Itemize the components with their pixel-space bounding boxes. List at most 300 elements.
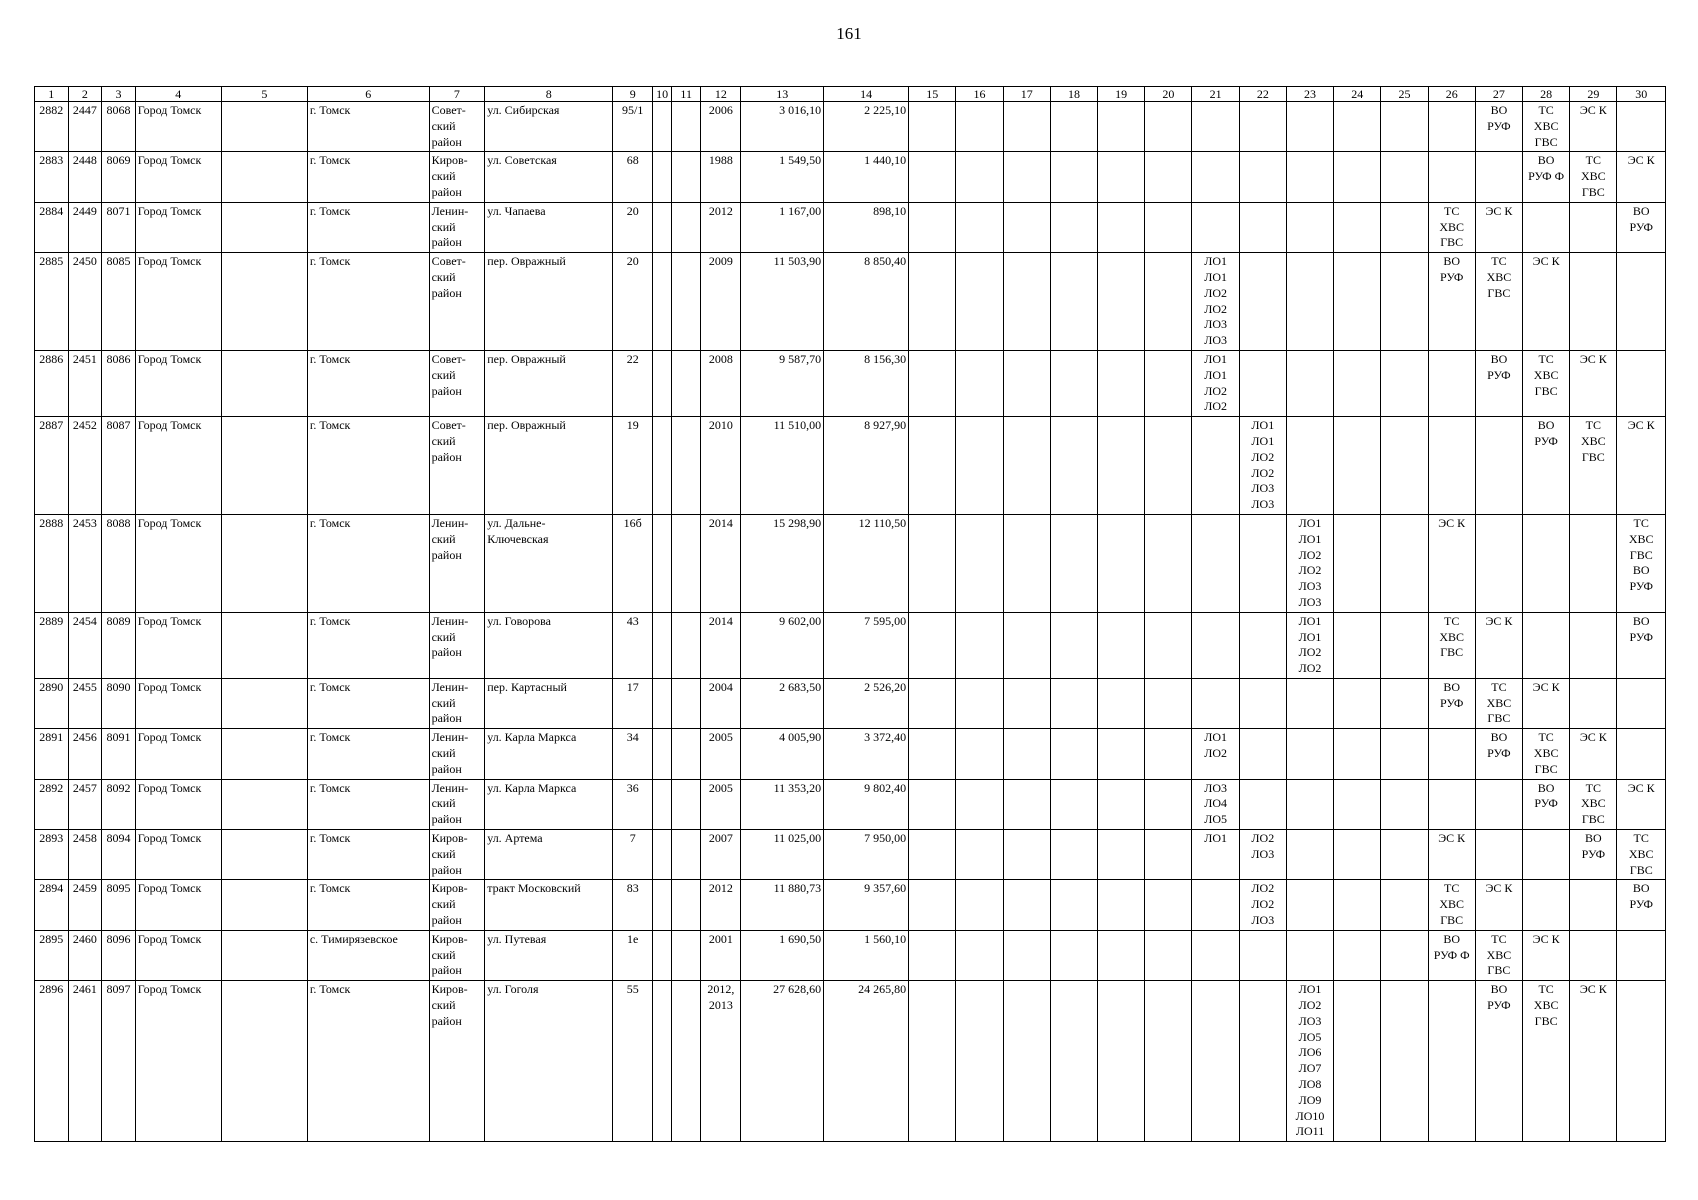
- table-cell: [307, 152, 429, 202]
- cell-text: ХВС: [1439, 219, 1465, 234]
- table-cell: [613, 678, 653, 728]
- table-cell: [1050, 253, 1097, 351]
- table-cell: [741, 678, 824, 728]
- table-cell: [613, 930, 653, 980]
- table-cell: [909, 152, 956, 202]
- column-header: 4: [135, 87, 221, 102]
- column-header: 11: [672, 87, 701, 102]
- table-cell: [1098, 779, 1145, 829]
- table-cell: [135, 830, 221, 880]
- table-cell: [613, 880, 653, 930]
- table-cell: [1003, 417, 1050, 515]
- cell-text: 2888: [39, 515, 64, 530]
- table-cell: [1286, 779, 1333, 829]
- cell-text: 8 156,30: [864, 351, 907, 366]
- table-cell: [824, 930, 909, 980]
- table-cell: [909, 350, 956, 416]
- table-cell: [307, 350, 429, 416]
- column-header: 16: [956, 87, 1003, 102]
- cell-text: ВО: [1537, 153, 1555, 168]
- table-cell: [653, 678, 672, 728]
- cell-text: 8089: [106, 613, 131, 628]
- table-cell: [909, 514, 956, 612]
- table-cell: [653, 880, 672, 930]
- cell-text: г. Томск: [309, 881, 351, 896]
- table-cell: [68, 514, 102, 612]
- cell-text: 7 950,00: [864, 831, 907, 846]
- table-cell: [613, 152, 653, 202]
- table-cell: [1286, 253, 1333, 351]
- table-cell: [613, 612, 653, 678]
- table-cell: [613, 253, 653, 351]
- table-cell: [1286, 678, 1333, 728]
- table-cell: [909, 253, 956, 351]
- cell-text: 1 690,50: [779, 931, 822, 946]
- table-cell: [741, 981, 824, 1142]
- cell-text: ЛО2: [1251, 831, 1275, 846]
- table-cell: [485, 417, 613, 515]
- cell-text: ЭС К: [1579, 103, 1607, 117]
- cell-text: 1 560,10: [864, 931, 907, 946]
- table-cell: [1428, 152, 1475, 202]
- table-cell: [653, 102, 672, 152]
- column-header: 27: [1475, 87, 1522, 102]
- cell-text: ЛО5: [1298, 1029, 1322, 1044]
- table-cell: [741, 779, 824, 829]
- table-cell: [1523, 102, 1570, 152]
- table-cell: [956, 152, 1003, 202]
- table-cell: [1239, 612, 1286, 678]
- cell-text: ВО: [1443, 254, 1461, 269]
- table-cell: [672, 678, 701, 728]
- table-cell: [741, 880, 824, 930]
- column-header: 15: [909, 87, 956, 102]
- table-cell: [1145, 830, 1192, 880]
- cell-text: РУФ Ф: [1528, 169, 1565, 184]
- table-row: [35, 678, 1666, 728]
- cell-text: ГВС: [1534, 1013, 1558, 1028]
- cell-text: ский: [431, 367, 456, 382]
- table-cell: [1098, 253, 1145, 351]
- table-cell: [1334, 417, 1381, 515]
- cell-text: РУФ Ф: [1433, 947, 1470, 962]
- cell-text: 8088: [106, 515, 131, 530]
- cell-text: 2458: [72, 831, 97, 846]
- table-cell: [102, 930, 136, 980]
- table-cell: [307, 981, 429, 1142]
- table-cell: [1428, 779, 1475, 829]
- cell-text: 2456: [72, 730, 97, 745]
- table-cell: [1192, 678, 1239, 728]
- table-cell: [1523, 612, 1570, 678]
- cell-text: ЛО2: [1298, 547, 1322, 562]
- cell-text: РУФ: [1629, 897, 1653, 912]
- table-cell: [1617, 152, 1666, 202]
- table-cell: [1098, 102, 1145, 152]
- register-table: [34, 86, 1666, 1142]
- cell-text: 2008: [708, 351, 733, 366]
- table-cell: [1428, 880, 1475, 930]
- cell-text: 2884: [39, 203, 64, 218]
- table-cell: [35, 830, 69, 880]
- cell-text: ский: [431, 947, 456, 962]
- cell-text: 8 850,40: [864, 254, 907, 269]
- table-cell: [1334, 981, 1381, 1142]
- table-cell: [1192, 350, 1239, 416]
- cell-text: 2886: [39, 351, 64, 366]
- table-cell: [221, 678, 307, 728]
- cell-text: 8090: [106, 679, 131, 694]
- table-cell: [485, 729, 613, 779]
- cell-text: ский: [431, 998, 456, 1013]
- table-cell: [1145, 779, 1192, 829]
- table-cell: [68, 880, 102, 930]
- cell-text: ский: [431, 169, 456, 184]
- table-cell: [741, 202, 824, 252]
- column-header: 7: [429, 87, 485, 102]
- table-cell: [613, 350, 653, 416]
- cell-text: ЛО2: [1298, 998, 1322, 1013]
- table-cell: [672, 880, 701, 930]
- cell-text: ЭС К: [1438, 831, 1466, 846]
- table-cell: [1381, 514, 1428, 612]
- cell-text: 9 802,40: [864, 780, 907, 795]
- table-cell: [1098, 729, 1145, 779]
- table-cell: [1428, 729, 1475, 779]
- table-cell: [1570, 729, 1617, 779]
- table-cell: [1475, 779, 1522, 829]
- cell-text: г. Томск: [309, 831, 351, 846]
- table-cell: [701, 830, 741, 880]
- table-cell: [1475, 514, 1522, 612]
- table-cell: [429, 678, 485, 728]
- cell-text: 2009: [708, 254, 733, 269]
- table-cell: [1570, 612, 1617, 678]
- cell-text: 27 628,60: [773, 982, 822, 997]
- column-header: 14: [824, 87, 909, 102]
- table-cell: [672, 350, 701, 416]
- table-cell: [824, 830, 909, 880]
- table-cell: [102, 830, 136, 880]
- cell-text: ТС: [1585, 418, 1602, 433]
- table-cell: [909, 678, 956, 728]
- cell-text: ЛО10: [1295, 1108, 1325, 1123]
- cell-text: ТС: [1633, 515, 1649, 530]
- table-cell: [102, 417, 136, 515]
- table-cell: [1617, 417, 1666, 515]
- table-cell: [824, 417, 909, 515]
- table-cell: [1570, 830, 1617, 880]
- cell-text: РУФ: [1487, 746, 1511, 761]
- table-cell: [909, 202, 956, 252]
- table-cell: [653, 830, 672, 880]
- table-cell: [741, 612, 824, 678]
- table-cell: [1003, 514, 1050, 612]
- cell-text: ЛО3: [1204, 333, 1227, 348]
- table-cell: [1286, 102, 1333, 152]
- cell-text: 4 005,90: [779, 730, 822, 745]
- cell-text: 2454: [72, 613, 97, 628]
- table-cell: [653, 981, 672, 1142]
- table-cell: [1523, 880, 1570, 930]
- cell-text: 17: [626, 679, 639, 694]
- column-header: 8: [485, 87, 613, 102]
- cell-text: ХВС: [1439, 629, 1465, 644]
- table-cell: [102, 678, 136, 728]
- table-cell: [956, 880, 1003, 930]
- cell-text: РУФ: [1487, 998, 1511, 1013]
- cell-text: 2894: [39, 881, 64, 896]
- cell-text: ЛО2: [1204, 399, 1227, 414]
- cell-text: с. Тимирязевское: [309, 931, 398, 946]
- cell-text: ЛО3: [1298, 594, 1322, 609]
- column-header: 28: [1523, 87, 1570, 102]
- cell-text: район: [431, 184, 462, 199]
- table-cell: [1523, 779, 1570, 829]
- table-cell: [1334, 678, 1381, 728]
- table-cell: [1475, 202, 1522, 252]
- table-cell: [1098, 678, 1145, 728]
- table-cell: [1239, 102, 1286, 152]
- cell-text: Киров-: [431, 831, 468, 846]
- cell-text: Совет-: [431, 351, 466, 366]
- table-cell: [221, 981, 307, 1142]
- cell-text: район: [431, 645, 462, 660]
- cell-text: ВО: [1632, 563, 1650, 578]
- cell-text: 2889: [39, 613, 64, 628]
- table-cell: [221, 152, 307, 202]
- cell-text: ВО: [1632, 613, 1650, 628]
- column-header: 29: [1570, 87, 1617, 102]
- table-cell: [1192, 779, 1239, 829]
- cell-text: 9 602,00: [779, 613, 822, 628]
- cell-text: район: [431, 761, 462, 776]
- cell-text: 2448: [72, 153, 97, 168]
- table-cell: [824, 102, 909, 152]
- cell-text: Киров-: [431, 982, 468, 997]
- table-cell: [909, 930, 956, 980]
- cell-text: ГВС: [1581, 184, 1605, 199]
- cell-text: ул. Дальне-: [487, 515, 546, 530]
- table-cell: [701, 514, 741, 612]
- table-cell: [68, 202, 102, 252]
- table-cell: [1098, 880, 1145, 930]
- cell-text: 2896: [39, 982, 64, 997]
- cell-text: 2891: [39, 730, 64, 745]
- cell-text: Ключевская: [487, 531, 549, 546]
- table-cell: [307, 678, 429, 728]
- cell-text: Город Томск: [137, 831, 202, 846]
- cell-text: ТС: [1585, 780, 1602, 795]
- cell-text: 2451: [72, 351, 97, 366]
- table-cell: [824, 202, 909, 252]
- table-cell: [1570, 417, 1617, 515]
- table-cell: [1617, 612, 1666, 678]
- table-cell: [1050, 729, 1097, 779]
- cell-text: Город Томск: [137, 881, 202, 896]
- cell-text: 8095: [106, 881, 131, 896]
- table-cell: [1050, 880, 1097, 930]
- table-cell: [824, 981, 909, 1142]
- cell-text: ЛО2: [1251, 881, 1275, 896]
- table-cell: [68, 350, 102, 416]
- table-cell: [1523, 350, 1570, 416]
- table-cell: [672, 830, 701, 880]
- table-cell: [307, 880, 429, 930]
- cell-text: Город Томск: [137, 730, 202, 745]
- table-cell: [1098, 981, 1145, 1142]
- cell-text: 8096: [106, 931, 131, 946]
- table-cell: [613, 729, 653, 779]
- table-cell: [909, 779, 956, 829]
- cell-text: район: [431, 1013, 462, 1028]
- table-cell: [1003, 779, 1050, 829]
- table-cell: [307, 729, 429, 779]
- table-cell: [1523, 514, 1570, 612]
- cell-text: ГВС: [1487, 963, 1511, 978]
- table-cell: [672, 981, 701, 1142]
- column-header: 10: [653, 87, 672, 102]
- table-cell: [701, 779, 741, 829]
- cell-text: ЛО2: [1204, 301, 1227, 316]
- cell-text: ВО: [1490, 730, 1508, 745]
- table-cell: [741, 930, 824, 980]
- cell-text: ХВС: [1628, 531, 1654, 546]
- table-cell: [1570, 930, 1617, 980]
- cell-text: ЭС К: [1579, 351, 1607, 366]
- column-header: 1: [35, 87, 69, 102]
- cell-text: Совет-: [431, 418, 466, 433]
- table-cell: [1475, 678, 1522, 728]
- table-cell: [1050, 350, 1097, 416]
- cell-text: ЛО1: [1204, 730, 1227, 745]
- cell-text: г. Томск: [309, 254, 351, 269]
- table-cell: [429, 729, 485, 779]
- table-cell: [1523, 417, 1570, 515]
- cell-text: ский: [431, 269, 456, 284]
- cell-text: 2010: [708, 418, 733, 433]
- table-cell: [102, 880, 136, 930]
- cell-text: ЛО8: [1298, 1077, 1322, 1092]
- table-cell: [1145, 880, 1192, 930]
- column-header: 25: [1381, 87, 1428, 102]
- column-header: 20: [1145, 87, 1192, 102]
- table-cell: [221, 930, 307, 980]
- cell-text: ЛО5: [1204, 812, 1227, 827]
- cell-text: 2885: [39, 254, 64, 269]
- cell-text: 8097: [106, 982, 131, 997]
- cell-text: ул. Советская: [487, 153, 557, 168]
- table-cell: [1381, 350, 1428, 416]
- cell-text: ЛО1: [1204, 254, 1227, 269]
- table-cell: [135, 981, 221, 1142]
- table-cell: [1381, 729, 1428, 779]
- cell-text: 11 503,90: [773, 254, 822, 269]
- cell-text: Город Томск: [137, 351, 202, 366]
- table-cell: [1003, 152, 1050, 202]
- table-cell: [1286, 612, 1333, 678]
- table-cell: [956, 102, 1003, 152]
- table-cell: [1098, 830, 1145, 880]
- table-cell: [102, 779, 136, 829]
- cell-text: ул. Чапаева: [487, 203, 546, 218]
- table-cell: [741, 830, 824, 880]
- table-cell: [613, 417, 653, 515]
- table-cell: [1475, 102, 1522, 152]
- table-row: [35, 202, 1666, 252]
- table-cell: [1334, 514, 1381, 612]
- cell-text: 2461: [72, 982, 97, 997]
- table-cell: [1334, 253, 1381, 351]
- cell-text: Город Томск: [137, 418, 202, 433]
- table-cell: [1145, 930, 1192, 980]
- table-cell: [824, 514, 909, 612]
- cell-text: ГВС: [1629, 547, 1653, 562]
- cell-text: 2 225,10: [864, 103, 907, 117]
- table-cell: [1523, 729, 1570, 779]
- table-cell: [653, 417, 672, 515]
- table-cell: [653, 612, 672, 678]
- table-cell: [956, 417, 1003, 515]
- table-cell: [653, 729, 672, 779]
- table-cell: [1381, 202, 1428, 252]
- table-cell: [653, 350, 672, 416]
- column-header: 22: [1239, 87, 1286, 102]
- table-cell: [1617, 202, 1666, 252]
- table-cell: [1003, 930, 1050, 980]
- table-cell: [1003, 102, 1050, 152]
- cell-text: 2005: [708, 730, 733, 745]
- cell-text: ТС: [1444, 613, 1460, 628]
- cell-text: ЛО1: [1204, 269, 1227, 284]
- cell-text: 36: [626, 780, 639, 795]
- table-cell: [1570, 779, 1617, 829]
- table-cell: [956, 678, 1003, 728]
- cell-text: ский: [431, 433, 456, 448]
- cell-text: ТС: [1538, 982, 1554, 997]
- cell-text: Город Томск: [137, 515, 202, 530]
- table-cell: [1145, 102, 1192, 152]
- table-cell: [1570, 202, 1617, 252]
- cell-text: ТС: [1585, 153, 1602, 168]
- cell-text: 8086: [106, 351, 131, 366]
- cell-text: ГВС: [1534, 134, 1558, 149]
- table-cell: [1523, 202, 1570, 252]
- table-cell: [68, 930, 102, 980]
- cell-text: 2014: [708, 613, 733, 628]
- table-cell: [824, 779, 909, 829]
- cell-text: ЭС К: [1485, 881, 1513, 896]
- table-cell: [1334, 350, 1381, 416]
- cell-text: район: [431, 913, 462, 928]
- table-cell: [1381, 830, 1428, 880]
- table-cell: [1145, 202, 1192, 252]
- cell-text: ХВС: [1533, 746, 1559, 761]
- table-cell: [1475, 729, 1522, 779]
- table-cell: [1381, 417, 1428, 515]
- column-header: 13: [741, 87, 824, 102]
- cell-text: 2893: [39, 831, 64, 846]
- table-cell: [1239, 514, 1286, 612]
- table-cell: [956, 350, 1003, 416]
- cell-text: ТС: [1444, 203, 1460, 218]
- table-cell: [701, 417, 741, 515]
- cell-text: ХВС: [1439, 897, 1465, 912]
- table-row: [35, 417, 1666, 515]
- cell-text: район: [431, 547, 462, 562]
- table-cell: [307, 202, 429, 252]
- table-cell: [741, 253, 824, 351]
